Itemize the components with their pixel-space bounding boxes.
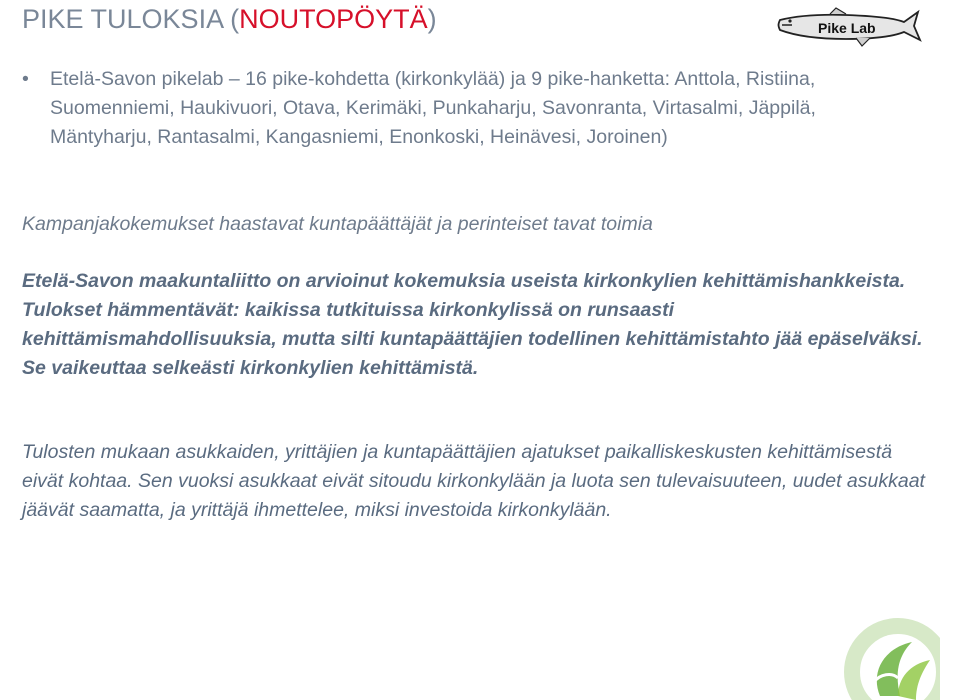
italic-statement: Kampanjakokemukset haastavat kuntapäättäjät ja perinteiset tavat toimia bbox=[22, 213, 653, 235]
logo-text: Pike Lab bbox=[818, 20, 876, 36]
bold-paragraph: Etelä-Savon maakuntaliitto on arvioinut kokemuksia useista kirkonkylien kehittämishankkeista. Tulokset hämmentävät: kaikissa tutkituissa kirkonkylissä on runsaasti kehittämismahdollisuuksia, mutta silti kuntapäättäjien todellinen kehittämistahto jää epäselväksi. Se vaikeuttaa selkeästi kirkonkylien kehittämistä. bbox=[22, 270, 923, 379]
slide-title bbox=[22, 2, 437, 36]
bullet-dot: • bbox=[22, 68, 29, 90]
bullet-list-item bbox=[22, 65, 922, 152]
title-highlight: NOUTOPÖYTÄ bbox=[239, 4, 428, 34]
title-suffix: ) bbox=[427, 4, 437, 34]
italic-paragraph: Tulosten mukaan asukkaiden, yrittäjien ja kuntapäättäjien ajatukset paikalliskeskusten kehittämisestä eivät kohtaa. Sen vuoksi asukkaat eivät sitoudu kirkonkylään ja luota sen tulevaisuuteen, uudet asukkaat jäävät saamatta, ja yrittäjä ihmettelee, miksi investoida kirkonkylään. bbox=[22, 441, 925, 521]
bullet-text: Etelä-Savon pikelab – 16 pike-kohdetta (kirkonkylää) ja 9 pike-hanketta: Anttola, Ristiina, Suomenniemi, Haukivuori, Otava, Kerimäki, Punkaharju, Savonranta, Virtasalmi, Jäppilä, Mäntyharju, Rantasalmi, Kangasniemi, Enonkoski, Heinävesi, Joroinen) bbox=[50, 68, 816, 148]
title-prefix: PIKE TULOKSIA ( bbox=[22, 4, 240, 34]
pike-fish-logo-icon bbox=[776, 6, 922, 50]
leaf-swirl-logo-icon bbox=[840, 612, 940, 700]
